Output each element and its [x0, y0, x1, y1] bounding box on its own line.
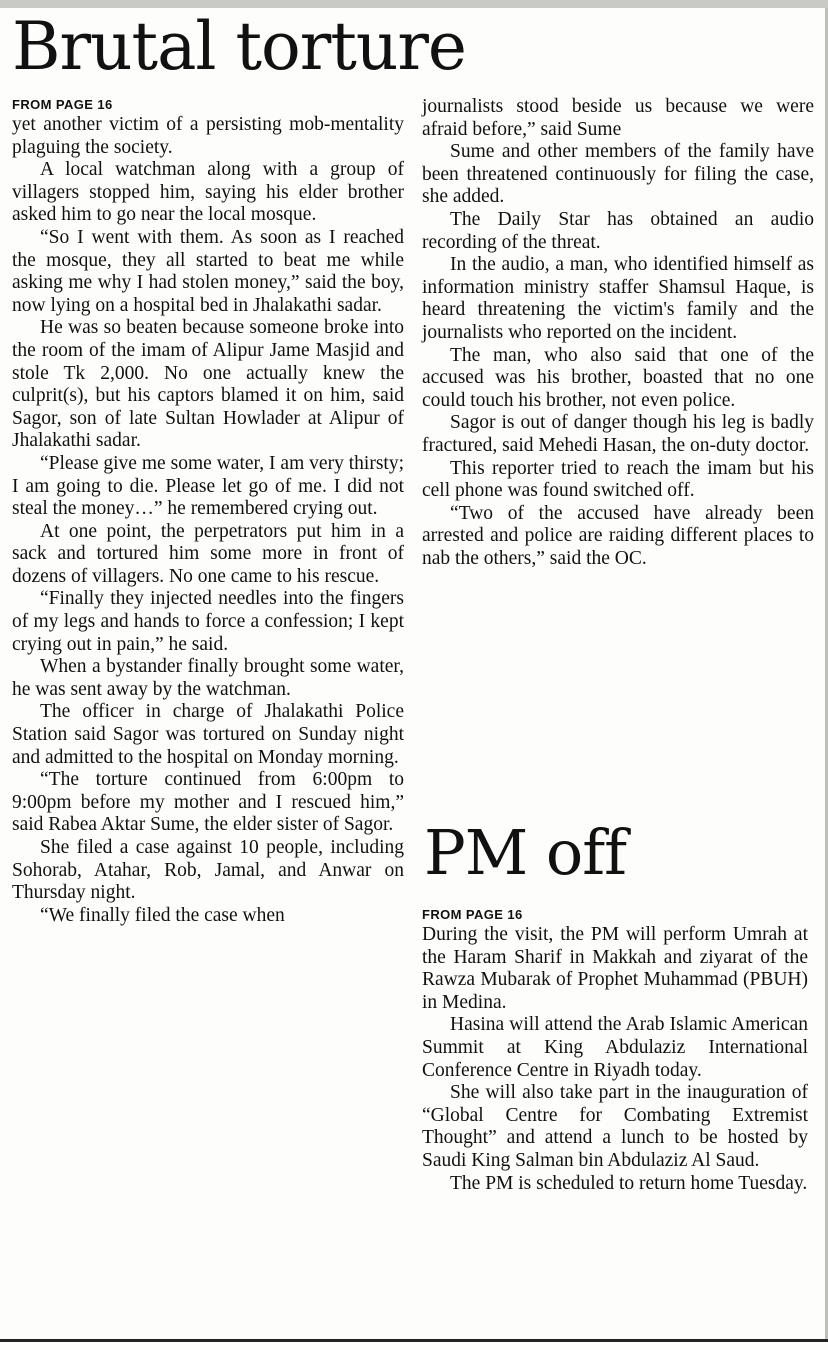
story1-paragraph: At one point, the perpetrators put him in a sack and tortured him some more in front of dozens of villagers. No one came to his rescue.: [12, 520, 404, 587]
story2-paragraph: The PM is scheduled to return home Tuesday.: [450, 1172, 808, 1194]
story1-paragraph: “The torture continued from 6:00pm to 9:00pm before my mother and I rescued him,” said Rabea Aktar Sume, the elder sister of Sagor.: [12, 769, 404, 836]
story1-paragraph: In the audio, a man, who identified himself as information ministry staffer Shamsul Haque, is heard threatening the victim's family and the journalists who reported on the incident.: [422, 254, 814, 343]
story1-jump-line: FROM PAGE 16: [12, 97, 113, 112]
story2-paragraph: During the visit, the PM will perform Umrah at the Haram Sharif in Makkah and ziyarat of the Rawza Mubarak of Prophet Muhammad (PBUH) in Medina.: [422, 924, 808, 1013]
story1-paragraph: journalists stood beside us because we were afraid before,” said Sume: [422, 96, 814, 140]
story2-paragraph: She will also take part in the inauguration of “Global Centre for Combating Extremist Thought” and attend a lunch to be hosted by Saudi King Salman bin Abdulaziz Al Saud.: [422, 1082, 808, 1171]
story1-column-left: [12, 96, 404, 927]
story1-paragraph: Sume and other members of the family have been threatened continuously for filing the case, she added.: [422, 141, 814, 208]
story1-headline: Brutal torture: [12, 8, 466, 85]
story1-paragraph: This reporter tried to reach the imam but his cell phone was found switched off.: [422, 457, 814, 502]
page-top-edge: [0, 0, 828, 8]
story1-paragraph: He was so beaten because someone broke into the room of the imam of Alipur Jame Masjid and stole Tk 2,000. No one actually knew the culprit(s), but his captors blamed it on him, said Sagor, son of late Sultan Howlader at Alipur of Jhalakathi sadar.: [12, 317, 404, 452]
story1-paragraph: yet another victim of a persisting mob-mentality plaguing the society.: [12, 114, 404, 158]
story1-paragraph: She filed a case against 10 people, including Sohorab, Atahar, Rob, Jamal, and Anwar on Thursday night.: [12, 837, 404, 904]
story2-paragraph: Hasina will attend the Arab Islamic American Summit at King Abdulaziz International Conference Centre in Riyadh today.: [422, 1014, 808, 1081]
story1-paragraph: “Finally they injected needles into the fingers of my legs and hands to force a confession; I kept crying out in pain,” he said.: [12, 588, 404, 655]
story1-paragraph: The Daily Star has obtained an audio recording of the threat.: [422, 208, 814, 253]
story1-paragraph: When a bystander finally brought some water, he was sent away by the watchman.: [12, 656, 404, 700]
story1-paragraph: “Please give me some water, I am very thirsty; I am going to die. Please let go of me. I did not steal the money…” he remembered crying out.: [12, 452, 404, 520]
story1-paragraph: “So I went with them. As soon as I reached the mosque, they all started to beat me while asking me why I had stolen money,” said the boy, now lying on a hospital bed in Jhalakathi sadar.: [12, 226, 404, 316]
story1-paragraph: “We finally filed the case when: [40, 904, 285, 926]
story1-paragraph: Sagor is out of danger though his leg is badly fractured, said Mehedi Hasan, the on-duty doctor.: [422, 412, 814, 456]
page-bottom-rule: [0, 1339, 828, 1342]
story1-paragraph: “Two of the accused have already been arrested and police are raiding different places to nab the others,” said the OC.: [422, 502, 814, 569]
story1-column-right: [422, 96, 814, 570]
story2-body: [422, 906, 808, 1195]
story2-headline: PM off: [424, 816, 627, 889]
story1-paragraph: The officer in charge of Jhalakathi Police Station said Sagor was tortured on Sunday night and admitted to the hospital on Monday morning.: [12, 701, 404, 768]
story1-paragraph: A local watchman along with a group of villagers stopped him, saying his elder brother asked him to go near the local mosque.: [12, 159, 404, 226]
story1-paragraph: The man, who also said that one of the accused was his brother, boasted that no one could touch his brother, not even police.: [422, 344, 814, 411]
story2-jump-line: FROM PAGE 16: [422, 907, 523, 922]
